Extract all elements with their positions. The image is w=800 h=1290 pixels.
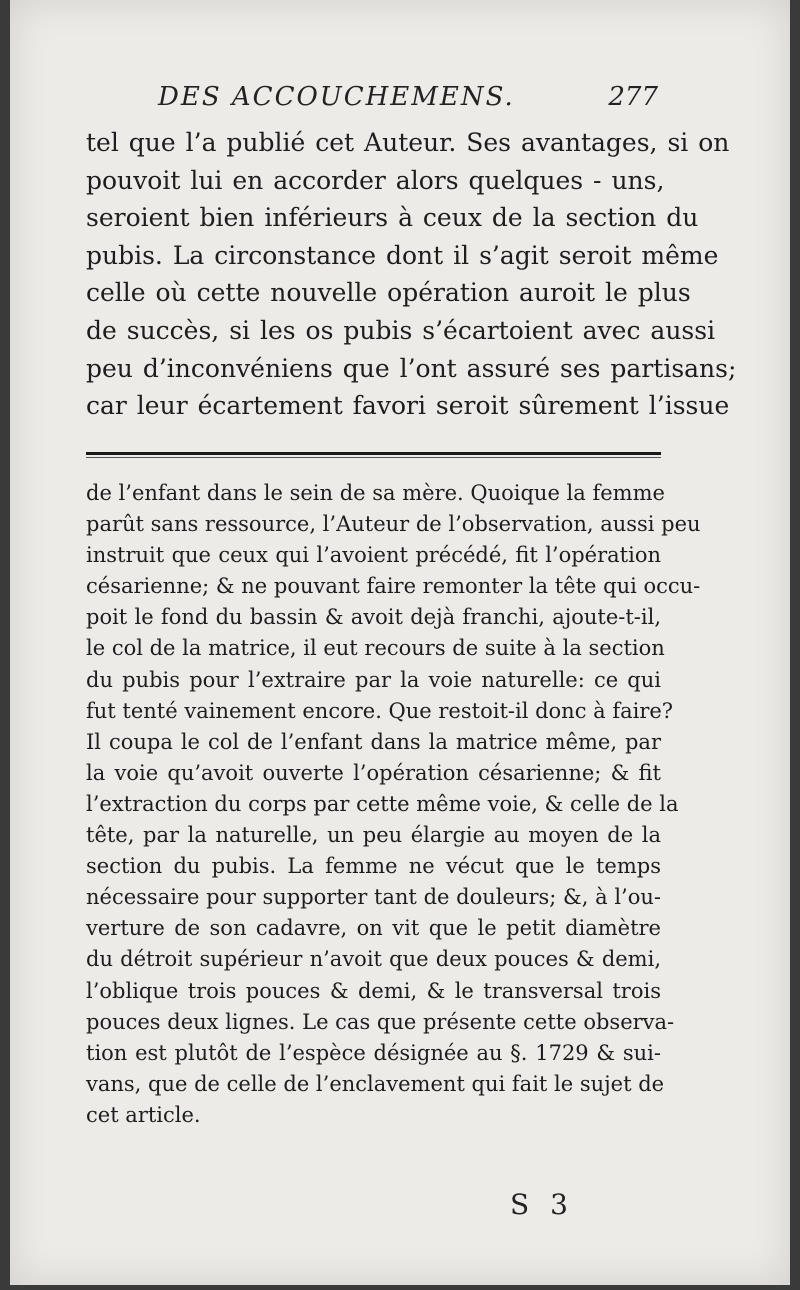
text-line: Il coupa le col de l’enfant dans la matrice même, par xyxy=(86,729,661,754)
section-divider-thin xyxy=(86,457,661,458)
text-line: poit le fond du bassin & avoit dejà franchi, ajoute-t-il, xyxy=(86,605,661,630)
text-line: car leur écartement favori seroit sûrement l’issue xyxy=(86,391,730,421)
running-title: DES ACCOUCHEMENS. xyxy=(158,82,515,112)
text-line: cet article. xyxy=(86,1102,201,1127)
text-line: peu d’inconvéniens que l’ont assuré ses partisans; xyxy=(86,353,737,383)
text-line: parût sans ressource, l’Auteur de l’observation, aussi peu xyxy=(86,512,701,537)
text-line: tion est plutôt de l’espèce désignée au §. 1729 & sui- xyxy=(86,1040,661,1065)
book-page xyxy=(10,0,790,1285)
text-line: celle où cette nouvelle opération auroit le plus xyxy=(86,278,691,308)
text-line: la voie qu’avoit ouverte l’opération césarienne; & fit xyxy=(86,760,661,785)
text-block-bottom xyxy=(86,478,701,1131)
text-line: fut tenté vainement encore. Que restoit-il donc à faire? xyxy=(86,698,674,723)
text-line: seroient bien inférieurs à ceux de la section du xyxy=(86,203,699,233)
text-line: du pubis pour l’extraire par la voie naturelle: ce qui xyxy=(86,667,661,692)
page-header xyxy=(158,78,658,118)
text-line: verture de son cadavre, on vit que le petit diamètre xyxy=(86,916,661,941)
signature-mark: S 3 xyxy=(510,1188,574,1221)
text-line: section du pubis. La femme ne vécut que le temps xyxy=(86,854,661,879)
page-number: 277 xyxy=(608,82,658,112)
text-line: du détroit supérieur n’avoit que deux pouces & demi, xyxy=(86,947,661,972)
text-line: pouvoit lui en accorder alors quelques - uns, xyxy=(86,165,665,195)
text-line: vans, que de celle de l’enclavement qui fait le sujet de xyxy=(86,1071,665,1096)
text-block-top xyxy=(86,124,737,425)
text-line: le col de la matrice, il eut recours de suite à la section xyxy=(86,636,665,661)
text-line: de l’enfant dans le sein de sa mère. Quoique la femme xyxy=(86,481,665,505)
text-line: de succès, si les os pubis s’écartoient avec aussi xyxy=(86,315,716,345)
text-line: pouces deux lignes. Le cas que présente cette observa- xyxy=(86,1009,675,1034)
section-divider xyxy=(86,452,661,455)
text-line: l’oblique trois pouces & demi, & le transversal trois xyxy=(86,978,661,1003)
text-line: instruit que ceux qui l’avoient précédé, fit l’opération xyxy=(86,543,661,568)
text-line: l’extraction du corps par cette même voie, & celle de la xyxy=(86,791,679,816)
text-line: tête, par la naturelle, un peu élargie au moyen de la xyxy=(86,823,661,848)
text-line: pubis. La circonstance dont il s’agit seroit même xyxy=(86,240,719,270)
text-line: tel que l’a publié cet Auteur. Ses avantages, si on xyxy=(86,128,730,157)
text-line: césarienne; & ne pouvant faire remonter la tête qui occu- xyxy=(86,574,701,599)
text-line: nécessaire pour supporter tant de douleurs; &, à l’ou- xyxy=(86,885,661,910)
